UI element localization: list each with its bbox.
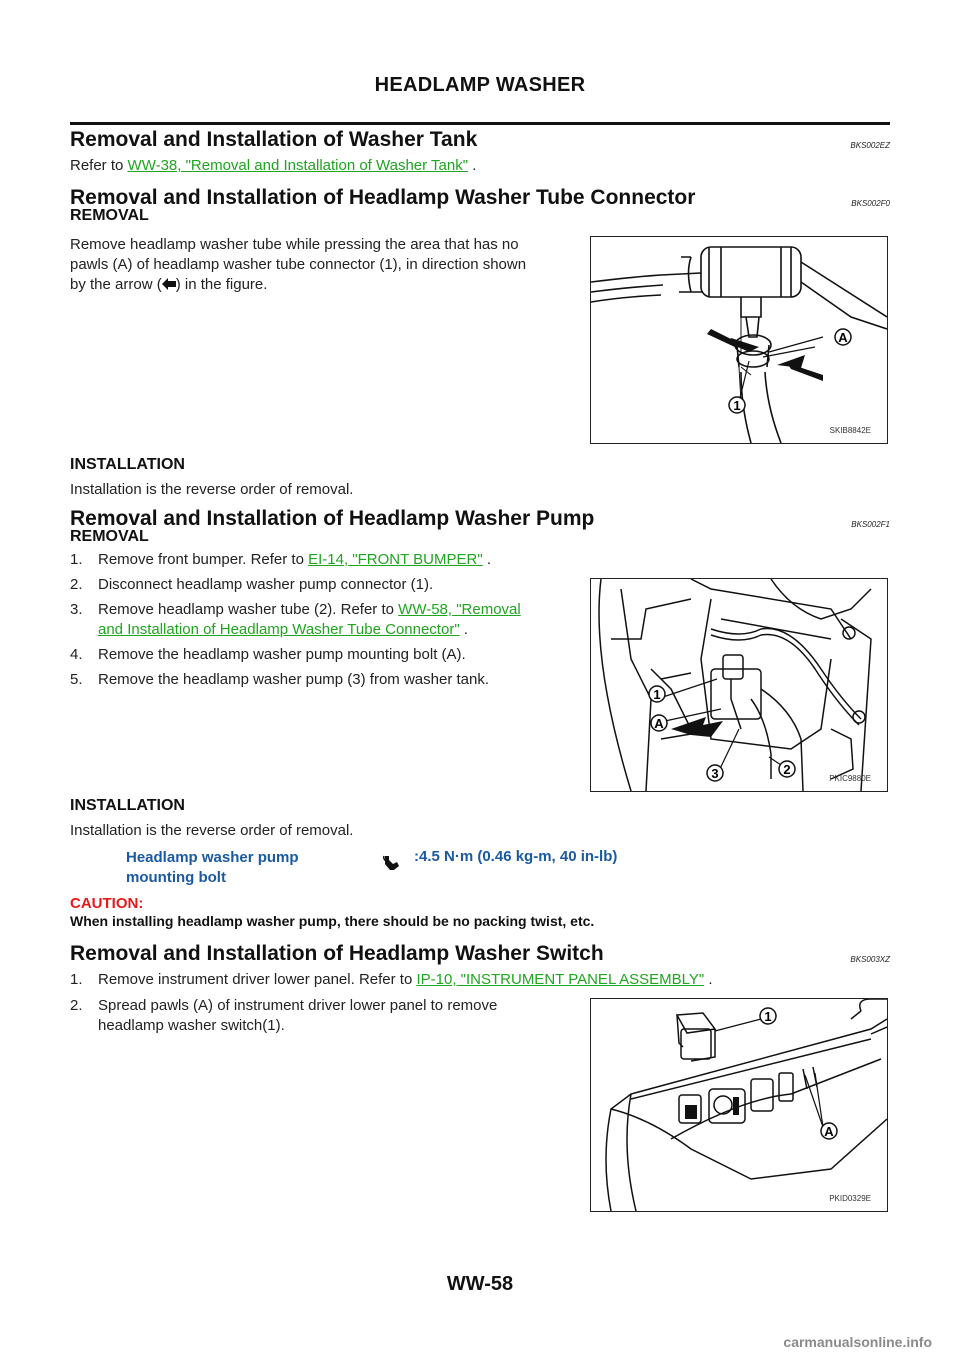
section-title-washer-switch: Removal and Installation of Headlamp Washer Switch: [70, 942, 604, 965]
section-code-washer-tank: BKS002EZ: [850, 141, 890, 150]
callout-1-label: 1: [653, 687, 661, 702]
section-code-tube-connector: BKS002F0: [851, 199, 890, 208]
connector-removal-heading: REMOVAL: [70, 207, 149, 224]
callout-2-label: 2: [783, 762, 791, 777]
arrow-left-icon: [162, 278, 176, 290]
section-title-washer-pump: Removal and Installation of Headlamp Washer Pump: [70, 507, 595, 530]
figure-tube-connector: [590, 236, 888, 444]
page-number: WW-58: [446, 1273, 514, 1295]
link-ei-14[interactable]: EI-14, "FRONT BUMPER": [308, 551, 483, 568]
connector-installation-text: Installation is the reverse order of removal.: [70, 481, 354, 498]
link-ww-58-b[interactable]: and Installation of Headlamp Washer Tube Connector": [98, 621, 460, 638]
link-ww-58-a[interactable]: WW-58, "Removal: [398, 601, 521, 618]
pump-step-5: 5. Remove the headlamp washer pump (3) from washer tank.: [70, 671, 490, 688]
callout-3-label: 3: [711, 766, 719, 781]
connector-removal-text: Remove headlamp washer tube while pressing the area that has no pawls (A) of headlamp washer tube connector (1), in direction shown by the arrow ( ) in the figure.: [70, 236, 527, 293]
callout-a-label: A: [654, 716, 664, 731]
section-code-washer-switch: BKS003XZ: [850, 955, 890, 964]
pump-illustration: [591, 579, 887, 791]
switch-step-1: 1. Remove instrument driver lower panel. Refer to IP-10, "INSTRUMENT PANEL ASSEMBLY" .: [70, 971, 713, 988]
link-ww-38[interactable]: WW-38, "Removal and Installation of Washer Tank": [127, 157, 469, 174]
caution-label: CAUTION:: [70, 895, 144, 912]
connector-illustration: [591, 237, 887, 443]
pump-removal-steps: [70, 550, 585, 690]
figure-code-pkic9880e: PKIC9880E: [829, 774, 871, 783]
pump-installation-text: Installation is the reverse order of removal.: [70, 822, 354, 839]
torque-value: :4.5 N·m (0.46 kg-m, 40 in-lb): [414, 848, 618, 865]
switch-illustration: [591, 999, 887, 1211]
callout-1-label: 1: [764, 1009, 772, 1024]
callout-a-label: A: [824, 1124, 834, 1139]
section-title-washer-tank: Removal and Installation of Washer Tank: [70, 128, 478, 151]
washer-tank-reference: Refer to WW-38, "Removal and Installation of Washer Tank" .: [70, 157, 477, 174]
pump-step-4: 4. Remove the headlamp washer pump mounting bolt (A).: [70, 646, 466, 663]
section-title-tube-connector: Removal and Installation of Headlamp Washer Tube Connector: [70, 186, 696, 209]
watermark: carmanualsonline.info: [783, 1334, 932, 1350]
callout-1-label: 1: [733, 398, 741, 413]
connector-installation-heading: INSTALLATION: [70, 456, 185, 473]
figure-code-skib8842e: SKIB8842E: [829, 426, 871, 435]
figure-washer-pump: [590, 578, 888, 792]
page-header-title: HEADLAMP WASHER: [374, 74, 586, 96]
link-ip-10[interactable]: IP-10, "INSTRUMENT PANEL ASSEMBLY": [416, 971, 705, 988]
pump-removal-heading: REMOVAL: [70, 528, 149, 545]
section-code-washer-pump: BKS002F1: [851, 520, 890, 529]
torque-wrench-icon: [381, 853, 401, 873]
header-rule: [70, 122, 890, 125]
switch-step-2: 2. Spread pawls (A) of instrument driver lower panel to remove headlamp washer switch(1).: [70, 997, 498, 1034]
pump-step-1: 1. Remove front bumper. Refer to EI-14, "FRONT BUMPER" .: [70, 551, 492, 568]
switch-removal-steps: [70, 970, 713, 1036]
figure-code-pkid0329e: PKID0329E: [829, 1194, 871, 1203]
callout-a-label: A: [838, 330, 848, 345]
caution-text: When installing headlamp washer pump, there should be no packing twist, etc.: [70, 913, 595, 929]
figure-washer-switch: [590, 998, 888, 1212]
pump-installation-heading: INSTALLATION: [70, 797, 185, 814]
torque-item: Headlamp washer pump mounting bolt: [126, 849, 299, 886]
pump-step-2: 2. Disconnect headlamp washer pump connector (1).: [70, 576, 434, 593]
pump-step-3: 3. Remove headlamp washer tube (2). Refer to WW-58, "Removal and Installation of Headlamp Washer Tube Connector" .: [70, 601, 521, 638]
